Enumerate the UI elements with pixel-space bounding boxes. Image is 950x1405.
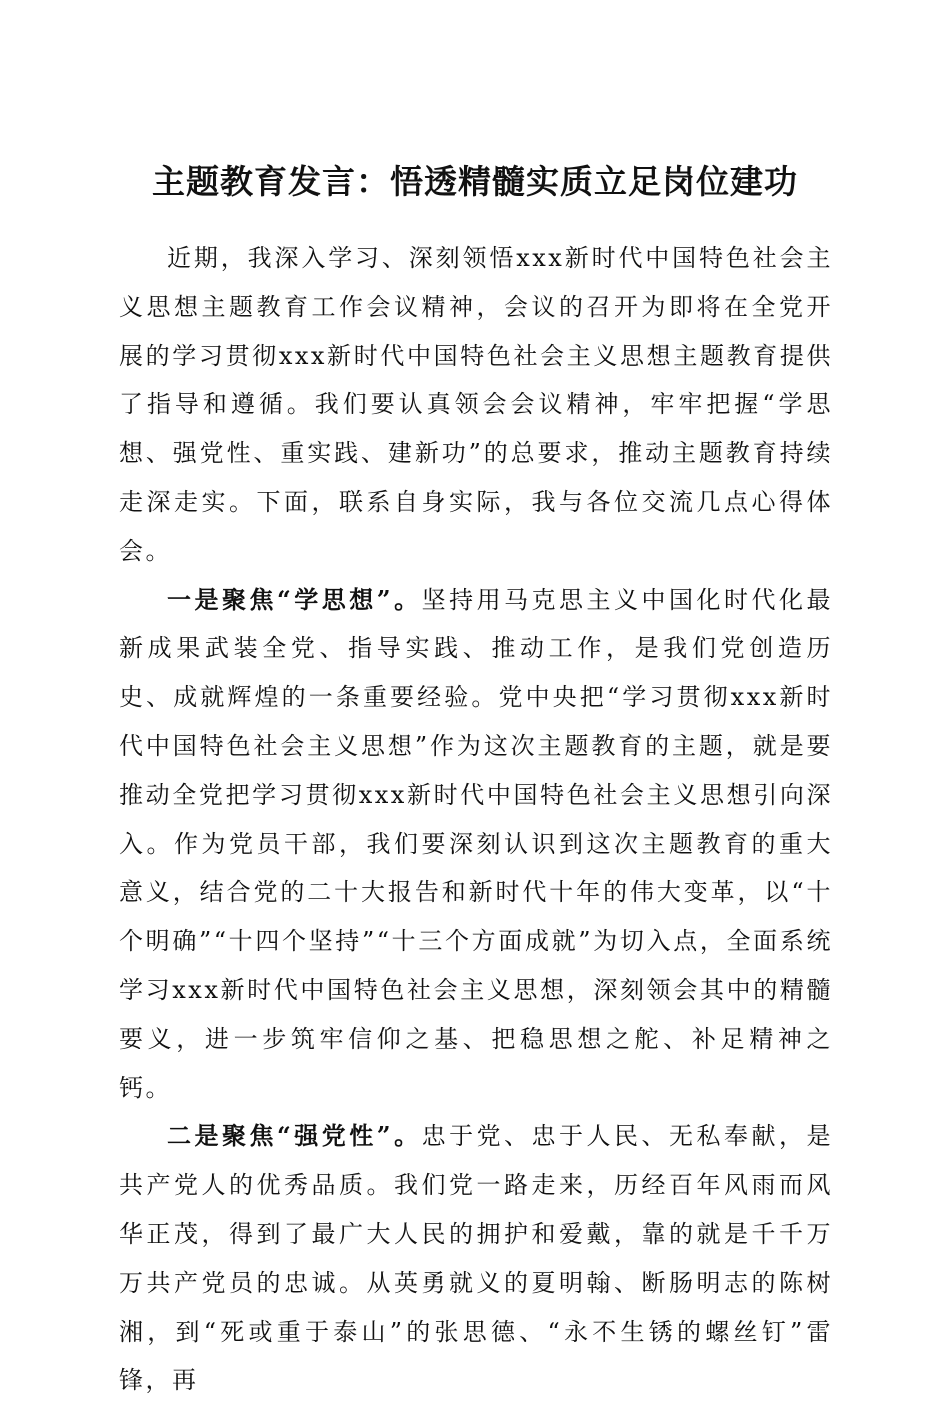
paragraph-point-one-heading: 一是聚焦“学思想”。 — [167, 584, 422, 614]
paragraph-intro — [119, 234, 833, 576]
paragraph-point-two-text: 忠于党、忠于人民、无私奉献，是共产党人的优秀品质。我们党一路走来，历经百年风雨而风华正茂，得到了最广大人民的拥护和爱戴，靠的就是千千万万共产党员的忠诚。从英勇就义的夏明翰、断肠明志的陈树湘，到“死或重于泰山”的张思德、“永不生锈的螺丝钉”雷锋，再 — [119, 1122, 834, 1395]
paragraph-point-two — [119, 1112, 833, 1405]
paragraph-point-one — [119, 576, 833, 1113]
document-body — [119, 234, 833, 1405]
paragraph-point-two-heading: 二是聚焦“强党性”。 — [167, 1121, 422, 1151]
document-title: 主题教育发言：悟透精髓实质立足岗位建功 — [152, 162, 798, 202]
paragraph-intro-text: 近期，我深入学习、深刻领悟xxx新时代中国特色社会主义思想主题教育工作会议精神，会议的召开为即将在全党开展的学习贯彻xxx新时代中国特色社会主义思想主题教育提供了指导和遵循。我们要认真领会会议精神，牢牢把握“学思想、强党性、重实践、建新功”的总要求，推动主题教育持续走深走实。下面，联系自身实际，我与各位交流几点心得体会。 — [119, 244, 833, 565]
paragraph-point-one-text: 坚持用马克思主义中国化时代化最新成果武装全党、指导实践、推动工作，是我们党创造历史、成就辉煌的一条重要经验。党中央把“学习贯彻xxx新时代中国特色社会主义思想”作为这次主题教育的主题，就是要推动全党把学习贯彻xxx新时代中国特色社会主义思想引向深入。作为党员干部，我们要深刻认识到这次主题教育的重大意义，结合党的二十大报告和新时代十年的伟大变革，以“十个明确”“十四个坚持”“十三个方面成就”为切入点，全面系统学习xxx新时代中国特色社会主义思想，深刻领会其中的精髓要义，进一步筑牢信仰之基、把稳思想之舵、补足精神之钙。 — [119, 585, 834, 1102]
